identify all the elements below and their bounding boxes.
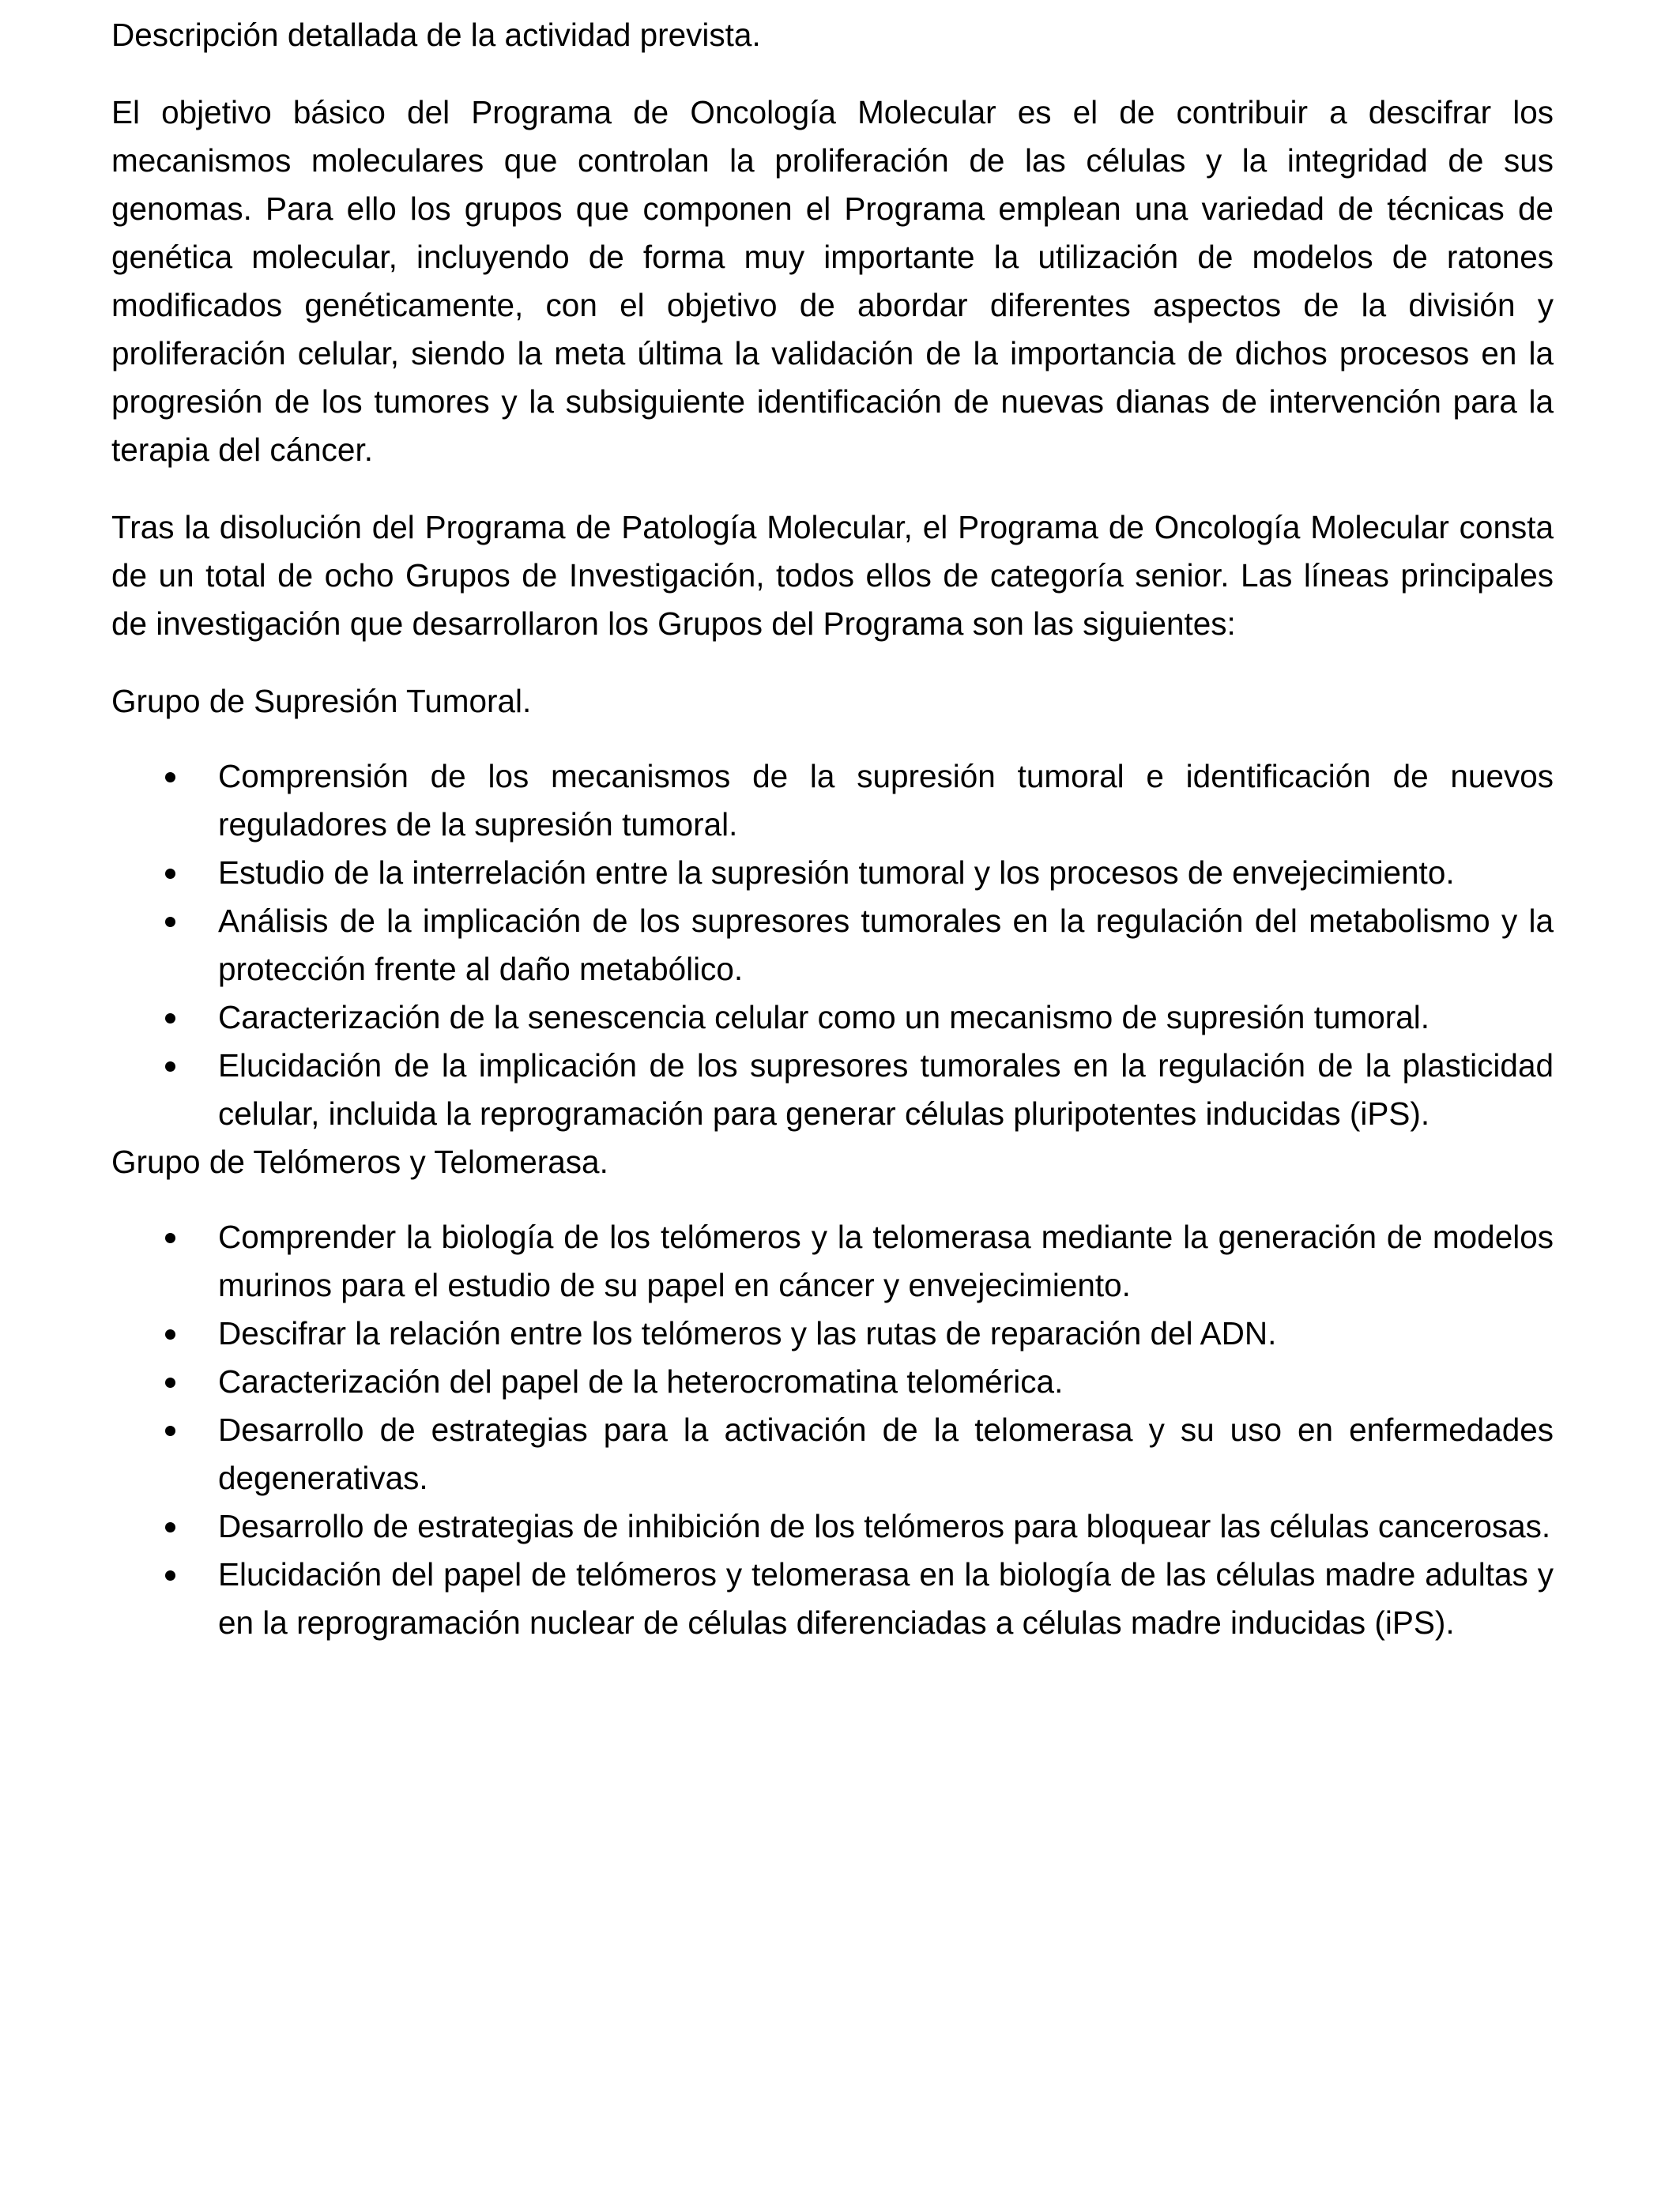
bullet-icon (165, 772, 175, 782)
bullet-icon (165, 1570, 175, 1581)
bullet-icon (165, 1329, 175, 1340)
group-title-supresion-tumoral: Grupo de Supresión Tumoral. (111, 683, 532, 719)
bullet-icon (165, 1522, 175, 1532)
list-item: Elucidación del papel de telómeros y telomerasa en la biología de las células madre adultas y en la reprogramación nuclear de células diferenciadas a células madre inducidas (iPS). (111, 1551, 1554, 1647)
group-title-telomeros: Grupo de Telómeros y Telomerasa. (111, 1144, 608, 1180)
intro-paragraph: El objetivo básico del Programa de Oncología Molecular es el de contribuir a descifrar los mecanismos moleculares que controlan la proliferación de las células y la integridad de sus genomas. Para ello los grupos que componen el Programa emplean una variedad de técnicas de genética molecular, incluyendo de forma muy importante la utilización de modelos de ratones modificados genéticamente, con el objetivo de abordar diferentes aspectos de la división y proliferación celular, siendo la meta última la validación de la importancia de dichos procesos en la progresión de los tumores y la subsiguiente identificación de nuevas dianas de intervención para la terapia del cáncer. (111, 94, 1554, 468)
program-paragraph: Tras la disolución del Programa de Patología Molecular, el Programa de Oncología Molecular consta de un total de ocho Grupos de Investigación, todos ellos de categoría senior. Las líneas principales de investigación que desarrollaron los Grupos del Programa son las siguientes: (111, 509, 1554, 642)
list-item: Desarrollo de estrategias de inhibición de los telómeros para bloquear las células cancerosas. (111, 1502, 1554, 1551)
list-item: Estudio de la interrelación entre la supresión tumoral y los procesos de envejecimiento. (111, 849, 1554, 897)
list-item: Comprender la biología de los telómeros y la telomerasa mediante la generación de modelos murinos para el estudio de su papel en cáncer y envejecimiento. (111, 1213, 1554, 1310)
list-item: Caracterización del papel de la heterocromatina telomérica. (111, 1358, 1554, 1406)
list-item: Descifrar la relación entre los telómeros y las rutas de reparación del ADN. (111, 1310, 1554, 1358)
bullet-icon (165, 1061, 175, 1072)
bullet-icon (165, 1013, 175, 1023)
list-item: Caracterización de la senescencia celular como un mecanismo de supresión tumoral. (111, 993, 1554, 1042)
bullet-list-supresion-tumoral (111, 752, 1554, 1138)
list-item: Análisis de la implicación de los supresores tumorales en la regulación del metabolismo y la protección frente al daño metabólico. (111, 897, 1554, 993)
list-item: Elucidación de la implicación de los supresores tumorales en la regulación de la plasticidad celular, incluida la reprogramación para generar células pluripotentes inducidas (iPS). (111, 1042, 1554, 1138)
list-item: Comprensión de los mecanismos de la supresión tumoral e identificación de nuevos reguladores de la supresión tumoral. (111, 752, 1554, 849)
bullet-icon (165, 1233, 175, 1243)
list-item: Desarrollo de estrategias para la activación de la telomerasa y su uso en enfermedades degenerativas. (111, 1406, 1554, 1502)
bullet-list-telomeros (111, 1213, 1554, 1647)
bullet-icon (165, 917, 175, 927)
document-page (111, 11, 1554, 1647)
bullet-icon (165, 869, 175, 879)
section-heading: Descripción detallada de la actividad prevista. (111, 17, 761, 53)
bullet-icon (165, 1426, 175, 1436)
bullet-icon (165, 1378, 175, 1388)
